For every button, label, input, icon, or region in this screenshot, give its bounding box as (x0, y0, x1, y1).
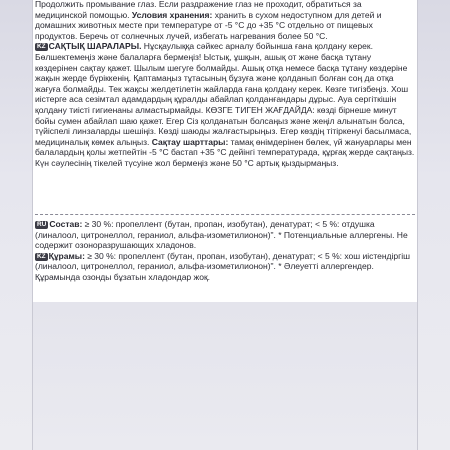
kz-caution-text: Нұсқаулыққа сәйкес арналу бойынша ғана қолдану керек. Бөлшектемеңіз және балаларға бермеңіз! Ыстық, ұшқын, ашық от және басқа тұтану көздерінен сақтау қажет. Шылым шегуге болмайды. Ашық отқа немесе басқа тұтану көздеріне жақын жерде бүріккенің. Қаптамаңыз тұтасының бұзуға және қолданып болған соң да отқа жағуға болмайды. Тек жақсы желдетілетін жайларда ғана қолдану керек. Көзге тигізбеңіз. Хош иістерге аса сезімтал адамдардың құралды абайлап қолданғандары дұрыс. Ауа сергіткішін қолдану тиісті гигиенаны алмастырмайды. (35, 41, 409, 115)
kz-composition-text: ≥ 30 %: пропеллент (бутан, пропан, изобутан), денатурат; < 5 %: хош иістендіргіш (линалоол, цитронеллол, гераниол, альфа-изометилионон)". * Әлеуетті аллергендер. Құрамында озонды бұзатын хладондар жоқ. (35, 250, 410, 282)
kz-caution-label: САҚТЫҚ ШАРАЛАРЫ. (48, 41, 142, 52)
ru-eye-tail: Продолжить промывание глаз. Если раздражение глаз не проходит, обратиться за медицинской помощью. (35, 0, 362, 20)
section-divider (35, 214, 415, 215)
kz-storage-label: Сақтау шарттары: (151, 136, 229, 147)
box-lower-panel (32, 302, 418, 450)
kz-eye-label: КӨЗГЕ ТИГЕН ЖАҒДАЙДА: (205, 104, 315, 115)
kz-caution-paragraph (35, 41, 415, 168)
kz-composition-label: Құрамы: (48, 250, 85, 261)
kz-composition (35, 251, 415, 283)
kz-eye-text: көзді бірнеше минут бойы сумен абайлап шаю қажет. Егер Сіз қолданатын болсаңыз және жеңіл алынатын болса, түйіспелі линзаларды шешіңіз. Көзді шаюды жалғастырыңыз. Егер көздің тітіркенуі басылмаса, медициналық көмек алыңыз. (35, 104, 412, 147)
ru-composition (35, 219, 415, 251)
composition-section (35, 219, 415, 283)
ru-storage-text: хранить в сухом недоступном для детей и домашних животных месте при температуре от -5 °С до +35 °С отдельно от пищевых продуктов. Беречь от солнечных лучей, избегать нагревания более 50 °С. (35, 9, 382, 41)
product-label (32, 0, 418, 302)
kz-language-badge: KZ (37, 43, 46, 51)
ru-composition-text: ≥ 30 %: пропеллент (бутан, пропан, изобутан), денатурат; < 5 %: отдушка (линалоол, цитронеллол, гераниол, альфа-изометилионон)". * Потенциальные аллергены. Не содержит озоноразрушающих хладонов. (35, 219, 408, 251)
instructions-paragraph (35, 0, 415, 41)
ru-composition-label: Состав: (49, 219, 83, 229)
kz-language-badge-2: KZ (37, 252, 46, 260)
ru-storage-label: Условия хранения: (131, 9, 213, 20)
kz-storage-text: тамақ өнімдерінен бөлек, үй жануарлары мен балалардың қолы жетпейтін -5 °С бастап +35 °С дейінгі температурада, құрғақ жерде сақтаңыз. Күн сәулесінің тікелей түсуіне жол бермеңіз және 50 °С артық қыздырмаңыз. (35, 136, 415, 168)
safety-instructions (35, 0, 415, 169)
ru-language-badge: RU (37, 221, 47, 228)
